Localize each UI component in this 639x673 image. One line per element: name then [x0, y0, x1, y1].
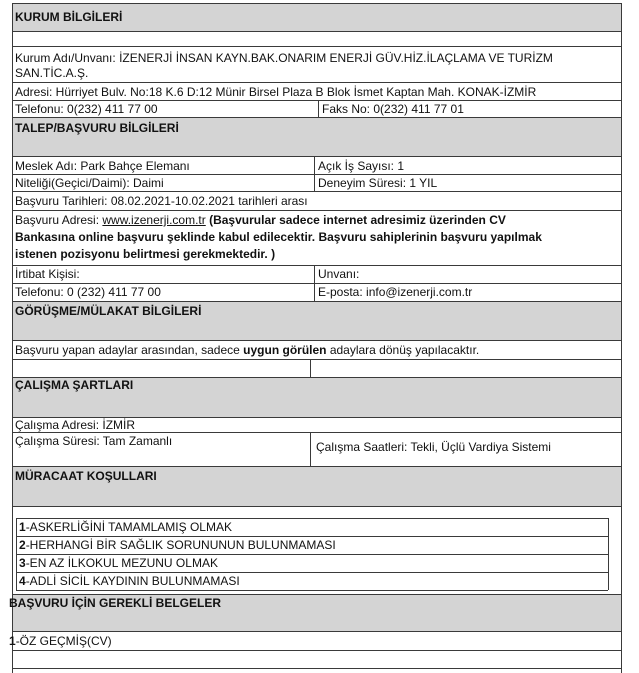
kurum-name-value: İZENERJİ İNSAN KAYN.BAK.ONARIM ENERJİ GÜV.HİZ.İLAÇLAMA VE TURİZM	[119, 51, 553, 65]
basvuru-note-2: Bankasına online başvuru şeklinde kabul edilecektir. Başvuru sahiplerinin başvuru yapılmak	[15, 230, 542, 244]
list-box-right	[608, 518, 609, 590]
basvuru-tarihleri: Başvuru Tarihleri: 08.02.2021-10.02.2021 tarihleri arası	[15, 194, 308, 208]
acik-is-sayisi: Açık İş Sayısı: 1	[318, 159, 405, 173]
rule	[12, 466, 622, 467]
rule	[12, 174, 622, 175]
gorusme-heading: GÖRÜŞME/MÜLAKAT BİLGİLERİ	[15, 304, 202, 318]
basvuru-note-1: (Başvurular sadece internet adresimiz üzerinden CV	[209, 213, 506, 227]
unvani: Unvanı:	[318, 267, 360, 281]
item-text: -ÖZ GEÇMİŞ(CV)	[15, 634, 112, 648]
rule	[12, 156, 622, 157]
calisma-heading: ÇALIŞMA ŞARTLARI	[15, 378, 134, 392]
rule	[12, 650, 622, 651]
column-divider	[314, 156, 315, 191]
rule	[16, 518, 608, 519]
irtibat-eposta: E-posta: info@izenerji.com.tr	[318, 285, 473, 299]
rule	[12, 340, 622, 341]
item-text: -EN AZ İLKOKUL MEZUNU OLMAK	[25, 556, 218, 570]
website-link[interactable]: www.izenerji.com.tr	[102, 213, 206, 227]
nitelik: Niteliği(Geçici/Daimi): Daimi	[15, 176, 164, 190]
rule	[12, 191, 622, 192]
belgeler-heading: BAŞVURU İÇİN GEREKLİ BELGELER	[9, 596, 222, 610]
item-number: 2	[19, 538, 26, 552]
rule	[12, 631, 622, 632]
calisma-saatleri: Çalışma Saatleri: Tekli, Üçlü Vardiya Sistemi	[316, 440, 551, 454]
rule	[16, 554, 608, 555]
kurum-name-label: Kurum Adı/Unvanı:	[15, 51, 116, 65]
item-text: -HERHANGİ BİR SAĞLIK SORUNUNUN BULUNMAMASI	[25, 538, 336, 552]
talep-heading: TALEP/BAŞVURU BİLGİLERİ	[15, 121, 179, 135]
gorusme-text-part2: adaylara dönüş yapılacaktır.	[326, 343, 480, 357]
rule	[16, 536, 608, 537]
column-divider	[318, 100, 319, 117]
kurum-fax: Faks No: 0(232) 411 77 01	[322, 102, 464, 116]
rule	[12, 46, 622, 47]
kurum-address: Adresi: Hürriyet Bulv. No:18 K.6 D:12 Münir Birsel Plaza B Blok İsmet Kaptan Mah. KONAK-İZMİR	[15, 85, 537, 99]
kurum-name-line1	[15, 51, 553, 66]
column-divider	[314, 265, 315, 301]
rule	[12, 117, 622, 118]
rule	[12, 3, 622, 4]
rule	[12, 506, 622, 507]
rule	[12, 594, 622, 595]
item-number: 4	[19, 574, 26, 588]
muracaat-item	[19, 520, 232, 535]
calisma-adresi: Çalışma Adresi: İZMİR	[15, 418, 136, 432]
gorusme-text-bold: uygun görülen	[243, 343, 327, 357]
column-divider	[310, 432, 311, 466]
right-border	[621, 3, 622, 673]
muracaat-item	[19, 556, 218, 571]
list-box-left	[16, 518, 17, 590]
deneyim-suresi: Deneyim Süresi: 1 YIL	[318, 176, 438, 190]
muracaat-heading: MÜRACAAT KOŞULLARI	[15, 469, 157, 483]
muracaat-item	[19, 538, 336, 553]
rule	[12, 668, 622, 669]
item-text: -ADLİ SİCİL KAYDININ BULUNMAMASI	[25, 574, 240, 588]
rule	[12, 283, 622, 284]
gorusme-text-part1: Başvuru yapan adaylar arasından, sadece	[15, 343, 244, 357]
kurum-name-line2: SAN.TİC.A.Ş.	[15, 66, 89, 80]
rule	[12, 359, 622, 360]
rule	[12, 301, 622, 302]
kurum-phone: Telefonu: 0(232) 411 77 00	[15, 102, 158, 116]
belgeler-item	[9, 634, 112, 649]
basvuru-adresi-line1	[15, 213, 506, 228]
rule	[16, 572, 608, 573]
rule	[12, 265, 622, 266]
item-text: -ASKERLİĞİNİ TAMAMLAMIŞ OLMAK	[25, 520, 232, 534]
item-number: 3	[19, 556, 26, 570]
kurum-heading: KURUM BİLGİLERİ	[15, 10, 123, 24]
rule	[12, 210, 622, 211]
rule	[12, 82, 622, 83]
irtibat-telefon: Telefonu: 0 (232) 411 77 00	[15, 285, 161, 299]
item-number: 1	[9, 634, 16, 648]
rule	[16, 590, 608, 591]
left-border	[12, 3, 13, 673]
rule	[12, 100, 622, 101]
muracaat-item	[19, 574, 240, 589]
gorusme-text	[15, 343, 479, 358]
basvuru-note-3: istenen pozisyonu belirtmesi gerekmektedir. )	[15, 247, 276, 261]
rule	[12, 31, 622, 32]
item-number: 1	[19, 520, 26, 534]
column-divider	[310, 359, 311, 377]
irtibat-kisisi: İrtibat Kişisi:	[15, 267, 80, 281]
calisma-suresi: Çalışma Süresi: Tam Zamanlı	[15, 434, 173, 448]
meslek-adi: Meslek Adı: Park Bahçe Elemanı	[15, 159, 190, 173]
basvuru-adresi-label: Başvuru Adresi:	[15, 213, 100, 227]
